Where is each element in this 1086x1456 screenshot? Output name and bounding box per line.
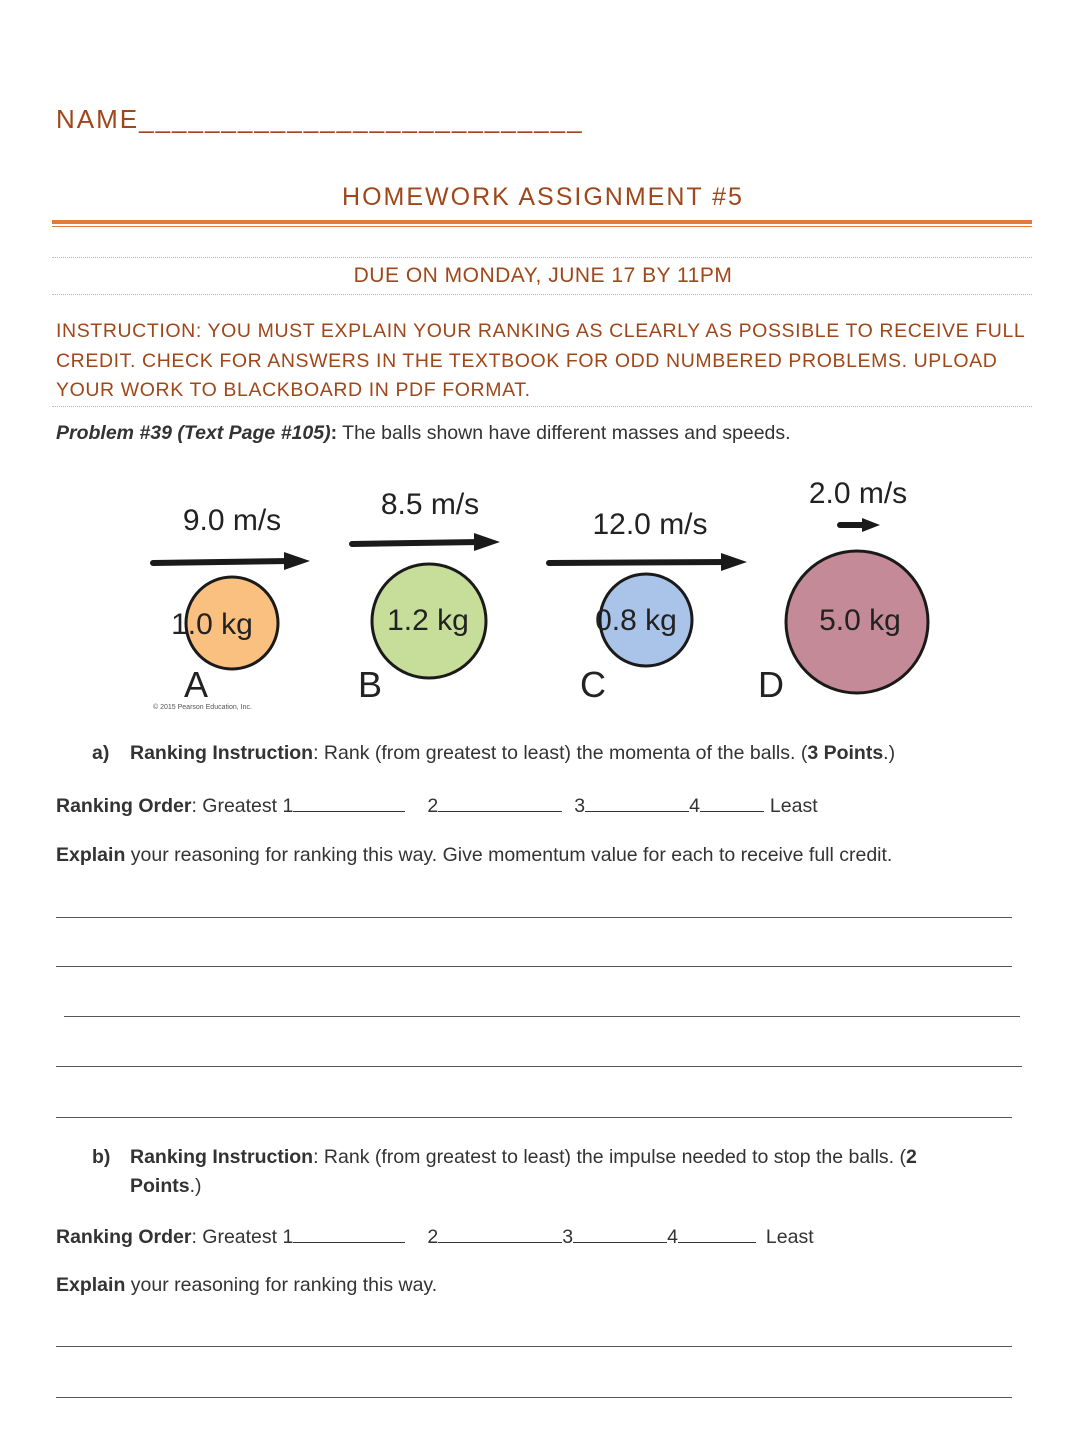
part-b-instruction — [92, 1143, 982, 1201]
ball-c-speed: 12.0 m/s — [592, 508, 708, 541]
part-b-rank-label: Ranking Order — [56, 1226, 192, 1248]
part-a-instr-label: Ranking Instruction — [130, 742, 314, 764]
ball-c — [549, 508, 747, 705]
part-b-rank-blank-3[interactable] — [573, 1224, 667, 1243]
part-a-explain-bold: Explain — [56, 844, 126, 866]
part-b-rank-num-3: 3 — [562, 1226, 574, 1248]
instruction-text: INSTRUCTION: YOU MUST EXPLAIN YOUR RANKING AS CLEARLY AS POSSIBLE TO RECEIVE FULL CREDIT. CHECK FOR ANSWERS IN THE TEXTBOOK FOR ODD NUMBERED PROBLEMS. UPLOAD YOUR WORK TO BLACKBOARD IN PDF FORMAT. — [56, 320, 1025, 401]
part-b-points-2: Points — [130, 1175, 190, 1197]
part-a-rank-blank-3[interactable] — [585, 793, 689, 812]
part-b-rank-blank-2[interactable] — [438, 1224, 562, 1243]
problem-lead: Problem #39 (Text Page #105) — [56, 422, 331, 444]
part-a-instr-text: : Rank (from greatest to least) the momenta of the balls. ( — [313, 742, 808, 764]
part-a-answer-line-3[interactable] — [64, 1016, 1020, 1017]
part-a-rank-blank-1[interactable] — [293, 793, 405, 812]
problem-colon: : — [330, 422, 338, 444]
due-date: DUE ON MONDAY, JUNE 17 BY 11PM — [353, 264, 733, 287]
part-a-rank-label: Ranking Order — [56, 795, 192, 817]
problem-statement — [56, 422, 791, 445]
part-b-ranking-order — [56, 1224, 814, 1249]
part-a-rank-blank-4[interactable] — [700, 793, 764, 812]
part-a-rank-text: : Greatest 1 — [191, 795, 294, 817]
part-a-label: a) — [92, 742, 110, 764]
ball-a-letter: A — [183, 664, 209, 705]
part-a-ranking-order — [56, 793, 818, 818]
part-a-points: 3 Points — [807, 742, 884, 764]
part-a-explain-text: your reasoning for ranking this way. Give momentum value for each to receive full credit. — [125, 844, 893, 866]
ball-a-mass: 1.0 kg — [171, 608, 253, 641]
ball-a-arrow — [153, 561, 290, 563]
ball-c-letter: C — [580, 664, 606, 705]
ball-a-speed: 9.0 m/s — [182, 504, 282, 537]
part-b-instr-label: Ranking Instruction — [130, 1146, 314, 1168]
part-a-rank-num-2: 2 — [427, 795, 439, 817]
part-a-explain — [56, 844, 892, 867]
part-b-rank-blank-1[interactable] — [293, 1224, 405, 1243]
part-b-explain-bold: Explain — [56, 1274, 126, 1296]
part-a-answer-line-1[interactable] — [56, 917, 1012, 918]
ball-b-speed: 8.5 m/s — [380, 488, 480, 521]
ball-b-mass: 1.2 kg — [387, 604, 469, 637]
part-a-points-end: .) — [883, 742, 896, 764]
ball-a-arrowhead — [284, 552, 310, 570]
ball-b — [352, 488, 500, 705]
figure-credit: © 2015 Pearson Education, Inc. — [153, 704, 252, 711]
title-divider-secondary — [52, 226, 1032, 227]
part-b-label: b) — [92, 1146, 111, 1168]
part-a-answer-line-2[interactable] — [56, 966, 1012, 967]
ball-c-mass: 0.8 kg — [595, 604, 677, 637]
due-divider-top — [52, 257, 1032, 259]
instruction-divider — [52, 406, 1032, 408]
ball-c-arrow — [549, 562, 727, 563]
page-title: HOMEWORK ASSIGNMENT #5 — [342, 183, 744, 211]
ball-b-letter: B — [357, 664, 383, 705]
due-divider-bottom — [52, 294, 1032, 296]
part-a-answer-line-5[interactable] — [56, 1117, 1012, 1118]
ball-d-speed: 2.0 m/s — [808, 477, 908, 510]
part-a-rank-num-4: 4 — [689, 795, 700, 817]
part-b-answer-line-1[interactable] — [56, 1346, 1012, 1347]
ball-b-arrowhead — [474, 533, 500, 551]
part-b-rank-num-2: 2 — [427, 1226, 439, 1248]
balls-figure — [0, 460, 1086, 720]
part-b-least: Least — [765, 1226, 814, 1248]
part-b-explain-text: your reasoning for ranking this way. — [125, 1274, 438, 1296]
part-b-rank-num-4: 4 — [667, 1226, 678, 1248]
part-a-answer-line-4[interactable] — [56, 1066, 1022, 1067]
part-a-rank-blank-2[interactable] — [438, 793, 562, 812]
ball-d-letter: D — [758, 664, 784, 705]
ball-d-arrowhead — [862, 518, 880, 532]
part-a-rank-num-3: 3 — [574, 795, 586, 817]
part-a-instruction — [92, 742, 895, 765]
part-b-instr-text: : Rank (from greatest to least) the impulse needed to stop the balls. ( — [313, 1146, 906, 1168]
ball-d — [758, 477, 928, 705]
ball-d-mass: 5.0 kg — [819, 604, 901, 637]
part-b-rank-blank-4[interactable] — [678, 1224, 756, 1243]
ball-b-arrow — [352, 542, 480, 544]
name-field[interactable] — [56, 104, 584, 135]
part-b-points-1: 2 — [905, 1146, 917, 1168]
ball-c-arrowhead — [721, 553, 747, 571]
part-b-explain — [56, 1274, 437, 1297]
ball-a — [153, 504, 310, 705]
part-b-points-end: .) — [189, 1175, 202, 1197]
part-b-answer-line-2[interactable] — [56, 1397, 1012, 1398]
part-b-rank-text: : Greatest 1 — [191, 1226, 294, 1248]
part-a-least: Least — [769, 795, 818, 817]
name-blank: ___________________________ — [139, 104, 584, 134]
problem-text: The balls shown have different masses and speeds. — [342, 422, 791, 444]
name-label: NAME — [56, 104, 140, 134]
title-divider — [52, 220, 1032, 224]
